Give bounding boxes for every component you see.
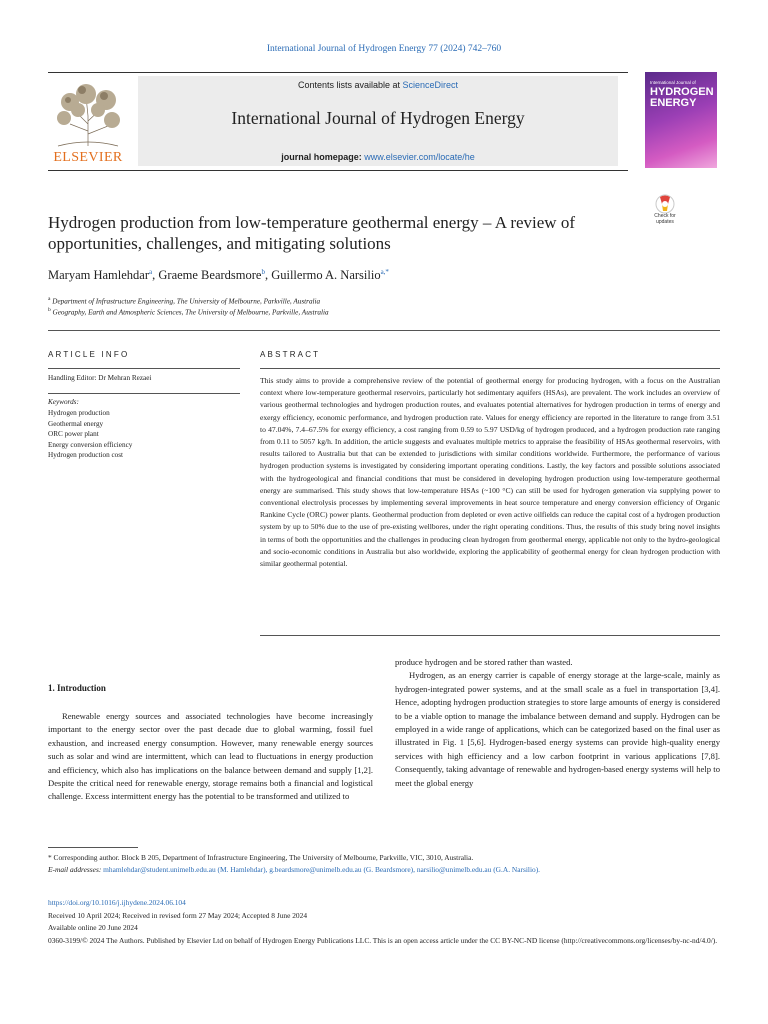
abstract-bottom-rule — [260, 635, 720, 636]
author-1[interactable]: Maryam Hamlehdar — [48, 268, 150, 283]
keyword: Energy conversion efficiency — [48, 440, 133, 449]
abstract-heading: ABSTRACT — [260, 350, 321, 359]
affiliation-b — [48, 307, 668, 316]
info-rule — [48, 368, 240, 369]
journal-reference[interactable]: International Journal of Hydrogen Energy 77 (2024) 742–760 — [266, 44, 502, 54]
journal-cover-image[interactable] — [645, 72, 717, 168]
email-label: E-mail addresses: — [48, 865, 102, 874]
author-3-mark[interactable]: a,* — [380, 268, 389, 276]
keyword: Geothermal energy — [48, 419, 104, 428]
doi-link[interactable]: https://doi.org/10.1016/j.ijhydene.2024.06.104 — [48, 898, 186, 907]
article-title: Hydrogen production from low-temperature geothermal energy – A review of opportunities, challenges, and mitigating solutions — [48, 213, 575, 253]
homepage-line — [138, 152, 618, 162]
body-paragraph: Renewable energy sources and associated technologies have become increasingly important to the energy sector over the past decade due to global warming, fossil fuel exhaustion, and increased energy consumption. However, many renewable energy sources such as solar and wind are intermittent, which can lead to fluctuations in energy production and efficiency, which also has implications on the balance between demand and supply [1,2]. Despite the critical need for renewable energy, storage remains both a financial and logistical challenge. Excess intermittent energy has the potential to be transformed and utilized to — [48, 711, 373, 802]
handling-editor: Handling Editor: Dr Mehran Rezaei — [48, 374, 152, 382]
body-paragraph: produce hydrogen and be stored rather than wasted. — [395, 657, 573, 667]
body-column-left — [48, 710, 373, 804]
author-2[interactable]: Graeme Beardsmore — [158, 268, 262, 283]
affiliation-a-text: Department of Infrastructure Engineering, The University of Melbourne, Parkville, Australia — [52, 297, 321, 306]
license-statement: 0360-3199/© 2024 The Authors. Published by Elsevier Ltd on behalf of Hydrogen Energy Publications LLC. This is an open access article under the CC BY-NC-ND license (http://creativecommons.org/licenses/by-nc-nd/4.0/). — [48, 936, 718, 945]
keyword: Hydrogen production — [48, 409, 110, 417]
abstract-text: This study aims to provide a comprehensive review of the potential of geothermal energy for producing hydrogen, with a focus on the Australian context where low-temperature geothermal reservoirs, particularly hot sedimentary aquifers (HSAs), are prevalent. The work includes an overview of various geothermal technologies and hydrogen production routes, and evaluates potential alternatives for hydrogen production in terms of energy and exergy efficiency, economic performance, and hydrogen production rate. Values for energy efficiency are reported in the literature to range from 3.51 to 47.04%, 7.4–67.5% for exergy efficiency, a cost ranging from 0.59 to 5.97 USD/kg of hydrogen produced, and a hydrogen production rate ranging from 0.11 to 5057 kg/h. In addition, the article suggests and evaluates multiple metrics to appraise the feasibility of HSAs geothermal reservoirs, with results tailored to Australia but that can be extended to jurisdictions with similar conditions worldwide. Furthermore, the performance of various hydrogen production systems is investigated by considering important operating conditions. Lastly, the key factors and possible solutions associated with the hydrogeological and financial conditions that must be considered in developing hydrogen production using low-temperature geothermal energy are summarised. This study shows that low-temperature HSAs (~100 °C) can still be used for hydrogen generation via supplying power to conventional electrolysis processes by implementing several improvements in heat source temperature and energy conversion efficiency of Organic Rankine Cycle (ORC) power plants. Geothermal production from depleted or even active oilfields can reduce the capital cost of a hydrogen production system by up to 50% due to the use of pre-existing wellbores, under the right operating conditions. Thus, the results of this study bring novel insights in terms of both the opportunities and the challenges in producing clean hydrogen from geothermal energy, applicable not only to the hydro-geological and socio-economic conditions in Australia but also worldwide, exploring the applicability of geothermal energy for clean hydrogen production with similar geothermal potential. — [260, 376, 720, 569]
received-dates: Received 10 April 2024; Received in revised form 27 May 2024; Accepted 8 June 2024 — [48, 911, 308, 920]
author-list: Maryam Hamlehdar$^a$, Graeme Beardsmore$^b$, Guillermo A. Narsilio$^{a,*}$ — [48, 268, 389, 283]
affiliation-a — [48, 296, 668, 305]
email-links[interactable]: mhamlehdar@student.unimelb.edu.au (M. Hamlehdar), g.beardsmore@unimelb.edu.au (G. Beardsmore), narsilio@unimelb.edu.au (G.A. Narsilio). — [103, 865, 541, 874]
keyword: ORC power plant — [48, 430, 99, 438]
email-addresses — [48, 864, 720, 875]
affiliation-b-text: Geography, Earth and Atmospheric Sciences, The University of Melbourne, Parkville, Australia — [52, 308, 329, 317]
elsevier-wordmark[interactable]: ELSEVIER — [53, 150, 123, 165]
check-for-updates-icon[interactable] — [645, 192, 685, 232]
author-1-mark[interactable]: a — [149, 268, 153, 276]
footnote-rule — [48, 847, 138, 848]
keyword: Hydrogen production cost — [48, 451, 124, 459]
cover-big-text: HYDROGEN ENERGY — [650, 86, 714, 109]
cover-small-text: International Journal of — [650, 80, 696, 85]
available-online-date: Available online 20 June 2024 — [48, 923, 138, 932]
homepage-prefix: journal homepage: — [281, 152, 365, 162]
affiliation-a-mark: a — [48, 296, 51, 302]
affiliation-b-mark: b — [48, 307, 51, 313]
cover-text — [650, 80, 712, 109]
contents-line — [138, 80, 618, 90]
sciencedirect-link[interactable]: ScienceDirect — [402, 80, 459, 90]
check-for-updates-label[interactable]: Check for updates — [654, 213, 676, 225]
masthead-bottom-rule — [48, 170, 628, 171]
abstract-rule — [260, 368, 720, 369]
author-2-mark[interactable]: b — [261, 268, 265, 276]
info-rule-2 — [48, 393, 240, 394]
homepage-link[interactable]: www.elsevier.com/locate/he — [364, 152, 475, 162]
masthead-top-rule — [48, 72, 628, 73]
section-heading-introduction: 1. Introduction — [48, 683, 106, 693]
article-info-heading: ARTICLE INFO — [48, 350, 130, 359]
corresponding-author-note: * Corresponding author. Block B 205, Department of Infrastructure Engineering, The University of Melbourne, Parkville, VIC, 3010, Australia. — [48, 853, 474, 862]
keywords-list — [48, 408, 240, 461]
journal-title: International Journal of Hydrogen Energy — [231, 108, 525, 128]
body-paragraph: Hydrogen, as an energy carrier is capable of energy storage at the large-scale, mainly as hydrogen-integrated power systems, and at the small scale as a fuel in transportation [3,4]. Hence, adopting hydrogen production strategies to store large amounts of energy is considered to be a viable option to manage the imbalance between demand and supply. Hydrogen can be employed in a wide range of applications, which can be categorized based on the final user as illustrated in Fig. 1 [5,6]. Hydrogen-based energy systems can provide high-quality energy services with high efficiency and a low carbon footprint in various applications [7,8]. Consequently, taking advantage of renewable and hydrogen-based energy systems will help to meet the global energy — [395, 670, 720, 788]
section-rule — [48, 330, 720, 331]
contents-prefix: Contents lists available at — [297, 80, 403, 90]
keywords-heading: Keywords: — [48, 398, 79, 406]
body-column-right — [395, 656, 720, 790]
author-3[interactable]: Guillermo A. Narsilio — [271, 268, 381, 283]
